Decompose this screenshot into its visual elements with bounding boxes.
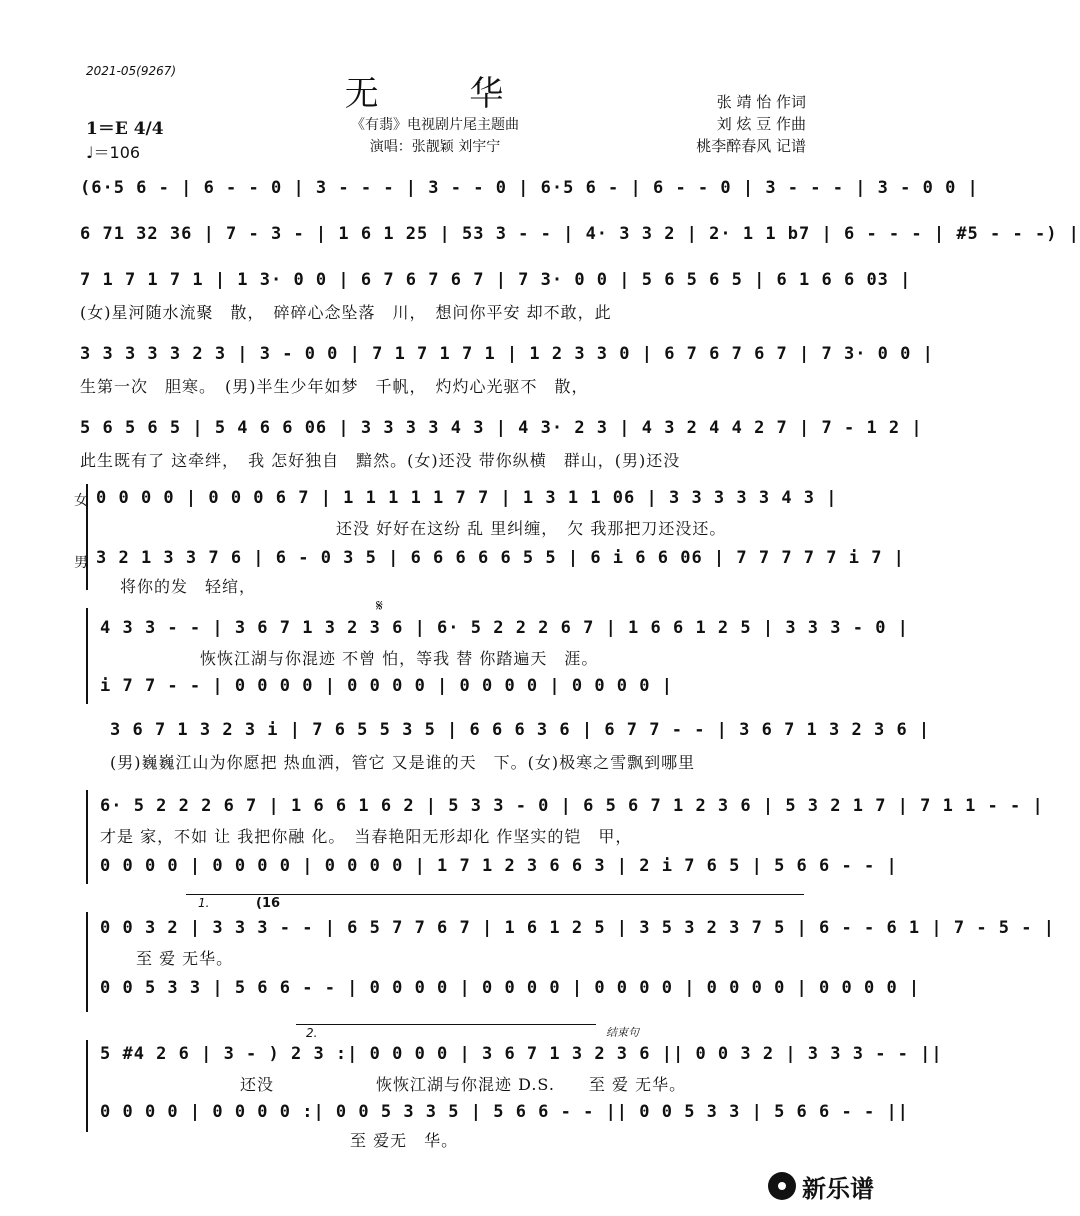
score-row-intro-2 <box>80 222 1080 252</box>
lyrics-line: 生第一次 胆寒。 (男)半生少年如梦 千帆， 灼灼心光驱不 散， <box>80 377 589 396</box>
notation-line: 6 71 32 36 | 7 - 3 - | 1 6 1 25 | 53 3 - - | 4· 3 3 2 | 2· 1 1 b7 | 6 - - - | #5 - - -) | <box>80 224 1080 244</box>
subtitle-performers: 演唱：张靓颖 刘宇宁 <box>369 139 501 155</box>
notation-line: 3 2 1 3 3 7 6 | 6 - 0 3 5 | 6 6 6 6 6 5 5 | 6 i 6 6 06 | 7 7 7 7 7 i 7 | <box>96 548 905 568</box>
lyrics-line: 至 爱无 华。 <box>350 1131 459 1150</box>
volta-bracket-1 <box>186 894 804 895</box>
duet4-male-staff <box>100 978 921 1006</box>
segno-sign: 𝄋 <box>376 596 383 615</box>
score-row-solo <box>110 718 931 774</box>
duet5-male-staff <box>100 1102 909 1152</box>
site-logo-text: 新乐谱 <box>802 1174 874 1203</box>
credit-music: 刘 炫 豆 作曲 <box>716 115 806 133</box>
score-row-intro-1 <box>80 176 979 206</box>
lyrics-line: 此生既有了 这牵绊， 我 怎好独自 黯然。(女)还没 带你纵横 群山，(男)还没 <box>80 451 681 470</box>
duet2-male-staff <box>100 676 810 704</box>
duet4-female-staff <box>100 918 1055 968</box>
female-part-label: 女 <box>74 493 88 509</box>
volta-2-label: 2. <box>306 1026 318 1040</box>
volta-bracket-2 <box>296 1024 596 1025</box>
credit-lyrics: 张 靖 怡 作词 <box>716 93 806 111</box>
system-brace <box>86 912 88 1012</box>
volta-1-label: 1. <box>198 896 210 910</box>
site-logo <box>768 1170 874 1202</box>
lyrics-line: 才是 家，不如 让 我把你融 化。 当春艳阳无形却化 作坚实的铠 甲， <box>100 827 633 846</box>
duet3-male-staff <box>100 856 898 884</box>
lyrics-line: (男)巍巍江山为你愿把 热血洒，管它 又是谁的天 下。(女)极寒之雪飘到哪里 <box>110 753 696 772</box>
notation-line: 0 0 0 0 | 0 0 0 0 | 0 0 0 0 | 1 7 1 2 3 6 6 3 | 2 i 7 6 5 | 5 6 6 - - | <box>100 856 898 876</box>
notation-line: 0 0 5 3 3 | 5 6 6 - - | 0 0 0 0 | 0 0 0 0 | 0 0 0 0 | 0 0 0 0 | 0 0 0 0 | <box>100 978 921 998</box>
score-row-verse-3 <box>80 416 923 472</box>
ending-label: 结束句 <box>606 1026 639 1039</box>
notation-line: 5 6 5 6 5 | 5 4 6 6 06 | 3 3 3 3 4 3 | 4 3· 2 3 | 4 3 2 4 4 2 7 | 7 - 1 2 | <box>80 418 923 438</box>
song-subtitle <box>300 114 570 158</box>
duet2-female-staff <box>100 618 909 668</box>
lyrics-line: 还没 好好在这纷 乱 里纠缠， 欠 我那把刀还没还。 <box>336 519 727 538</box>
notation-line: 0 0 0 0 | 0 0 0 6 7 | 1 1 1 1 1 7 7 | 1 3 1 1 06 | 3 3 3 3 3 4 3 | <box>96 488 838 508</box>
system-brace <box>86 608 88 704</box>
lyrics-line: 恢恢江湖与你混迹 不曾 怕，等我 替 你踏遍天 涯。 <box>200 649 599 668</box>
vinyl-record-icon <box>768 1172 796 1200</box>
notation-line: 3 3 3 3 3 2 3 | 3 - 0 0 | 7 1 7 1 7 1 | 1 2 3 3 0 | 6 7 6 7 6 7 | 7 3· 0 0 | <box>80 344 934 364</box>
credits <box>696 91 806 157</box>
lyrics-line: 将你的发 轻绾， <box>120 577 257 596</box>
volta-bracket-note: (16 <box>256 896 281 911</box>
song-title: 无 华 <box>344 74 544 114</box>
notation-line: 7 1 7 1 7 1 | 1 3· 0 0 | 6 7 6 7 6 7 | 7 3· 0 0 | 5 6 5 6 5 | 6 1 6 6 03 | <box>80 270 912 290</box>
system-brace <box>86 484 88 590</box>
notation-line: 0 0 0 0 | 0 0 0 0 :| 0 0 5 3 3 5 | 5 6 6 - - || 0 0 5 3 3 | 5 6 6 - - || <box>100 1102 909 1122</box>
score-row-verse-2 <box>80 342 934 398</box>
notation-line: 6· 5 2 2 2 6 7 | 1 6 6 1 6 2 | 5 3 3 - 0 | 6 5 6 7 1 2 3 6 | 5 3 2 1 7 | 7 1 1 - - | <box>100 796 1044 816</box>
system-brace <box>86 790 88 884</box>
notation-line: 3 6 7 1 3 2 3 i | 7 6 5 5 3 5 | 6 6 6 3 6 | 6 7 7 - - | 3 6 7 1 3 2 3 6 | <box>110 720 931 740</box>
lyrics-line: (女)星河随水流聚 散， 碎碎心念坠落 川， 想问你平安 却不敢，此 <box>80 303 612 322</box>
duet1-female-staff <box>96 488 838 538</box>
subtitle-source: 《有翡》电视剧片尾主题曲 <box>351 117 519 133</box>
score-serial-number: 2021-05(9267) <box>86 64 177 78</box>
tempo-marking: ♩＝106 <box>86 143 141 162</box>
notation-line: (6·5 6 - | 6 - - 0 | 3 - - - | 3 - - 0 | 6·5 6 - | 6 - - 0 | 3 - - - | 3 - 0 0 | <box>80 178 979 198</box>
lyrics-line: 还没 恢恢江湖与你混迹 D.S. 至 爱 无华。 <box>240 1075 687 1094</box>
duet5-female-staff <box>100 1044 943 1094</box>
notation-line: 0 0 3 2 | 3 3 3 - - | 6 5 7 7 6 7 | 1 6 1 2 5 | 3 5 3 2 3 7 5 | 6 - - 6 1 | 7 - 5 - | <box>100 918 1055 938</box>
score-row-verse-1 <box>80 268 912 324</box>
notation-line: 4 3 3 - - | 3 6 7 1 3 2 3 6 | 6· 5 2 2 2 6 7 | 1 6 6 1 2 5 | 3 3 3 - 0 | <box>100 618 909 638</box>
key-signature: 1＝E 4/4 <box>86 119 164 139</box>
duet3-female-staff <box>100 796 1044 846</box>
lyrics-line: 至 爱 无华。 <box>136 949 234 968</box>
notation-line: 5 #4 2 6 | 3 - ) 2 3 :| 0 0 0 0 | 3 6 7 1 3 2 3 6 || 0 0 3 2 | 3 3 3 - - || <box>100 1044 943 1064</box>
system-brace <box>86 1040 88 1132</box>
male-part-label: 男 <box>74 555 88 571</box>
credit-notation: 桃李醉春风 记谱 <box>696 137 806 155</box>
notation-line: i 7 7 - - | 0 0 0 0 | 0 0 0 0 | 0 0 0 0 | 0 0 0 0 | <box>100 676 673 696</box>
duet1-male-staff <box>96 548 905 598</box>
